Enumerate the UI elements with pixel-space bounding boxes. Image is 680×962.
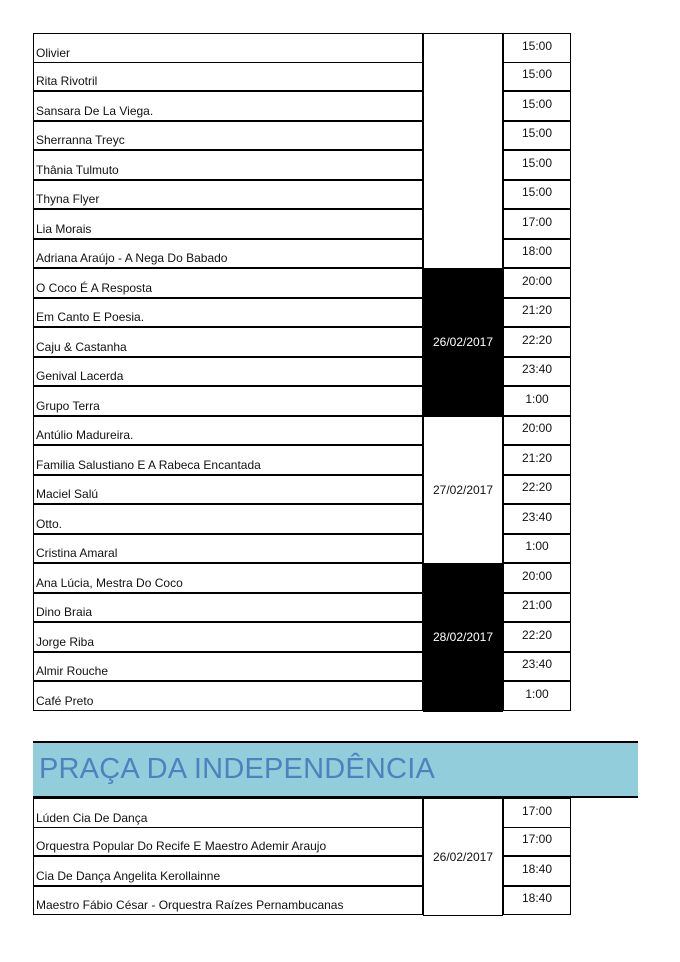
show-time: 23:40 [503,652,571,682]
artist-name: Dino Braia [33,593,423,623]
section-title: PRAÇA DA INDEPENDÊNCIA [39,753,435,785]
date-cell: 27/02/2017 [423,416,503,565]
date-cell-empty [423,33,503,269]
show-time: 21:00 [503,593,571,623]
artist-name: Cia De Dança Angelita Kerollainne [33,856,423,886]
show-time: 20:00 [503,416,571,446]
show-time: 15:00 [503,91,571,121]
show-time: 17:00 [503,798,571,828]
artist-name: Café Preto [33,681,423,711]
artist-name: Lúden Cia De Dança [33,798,423,828]
artist-name: Ana Lúcia, Mestra Do Coco [33,563,423,593]
artist-name: Grupo Terra [33,386,423,416]
date-cell: 26/02/2017 [423,268,503,417]
artist-name: Caju & Castanha [33,327,423,357]
artist-name: Genival Lacerda [33,357,423,387]
show-time: 15:00 [503,180,571,210]
artist-name: Almir Rouche [33,652,423,682]
show-time: 18:40 [503,886,571,916]
show-time: 1:00 [503,386,571,416]
artist-name: Cristina Amaral [33,534,423,564]
date-cell: 26/02/2017 [423,798,503,916]
artist-name: Thyna Flyer [33,180,423,210]
artist-name: Adriana Araújo - A Nega Do Babado [33,239,423,269]
artist-name: Orquestra Popular Do Recife E Maestro Ademir Araujo [33,827,423,857]
show-time: 22:20 [503,475,571,505]
show-time: 15:00 [503,121,571,151]
artist-name: Sansara De La Viega. [33,91,423,121]
show-time: 20:00 [503,563,571,593]
show-time: 18:00 [503,239,571,269]
show-time: 23:40 [503,504,571,534]
artist-name: Otto. [33,504,423,534]
artist-name: Olivier [33,33,423,63]
artist-name: Maestro Fábio César - Orquestra Raízes Pernambucanas [33,886,423,916]
artist-name: Jorge Riba [33,622,423,652]
artist-name: Maciel Salú [33,475,423,505]
date-cell: 28/02/2017 [423,563,503,712]
artist-name: Rita Rivotril [33,62,423,92]
show-time: 15:00 [503,150,571,180]
show-time: 23:40 [503,357,571,387]
show-time: 21:20 [503,298,571,328]
show-time: 17:00 [503,209,571,239]
show-time: 22:20 [503,327,571,357]
show-time: 22:20 [503,622,571,652]
artist-name: Familia Salustiano E A Rabeca Encantada [33,445,423,475]
artist-name: Thânia Tulmuto [33,150,423,180]
show-time: 17:00 [503,827,571,857]
show-time: 1:00 [503,534,571,564]
show-time: 15:00 [503,62,571,92]
artist-name: O Coco É A Resposta [33,268,423,298]
show-time: 21:20 [503,445,571,475]
artist-name: Lia Morais [33,209,423,239]
show-time: 20:00 [503,268,571,298]
artist-name: Em Canto E Poesia. [33,298,423,328]
artist-name: Antúlio Madureira. [33,416,423,446]
section-header [33,741,638,798]
show-time: 1:00 [503,681,571,711]
artist-name: Sherranna Treyc [33,121,423,151]
show-time: 18:40 [503,856,571,886]
show-time: 15:00 [503,33,571,63]
